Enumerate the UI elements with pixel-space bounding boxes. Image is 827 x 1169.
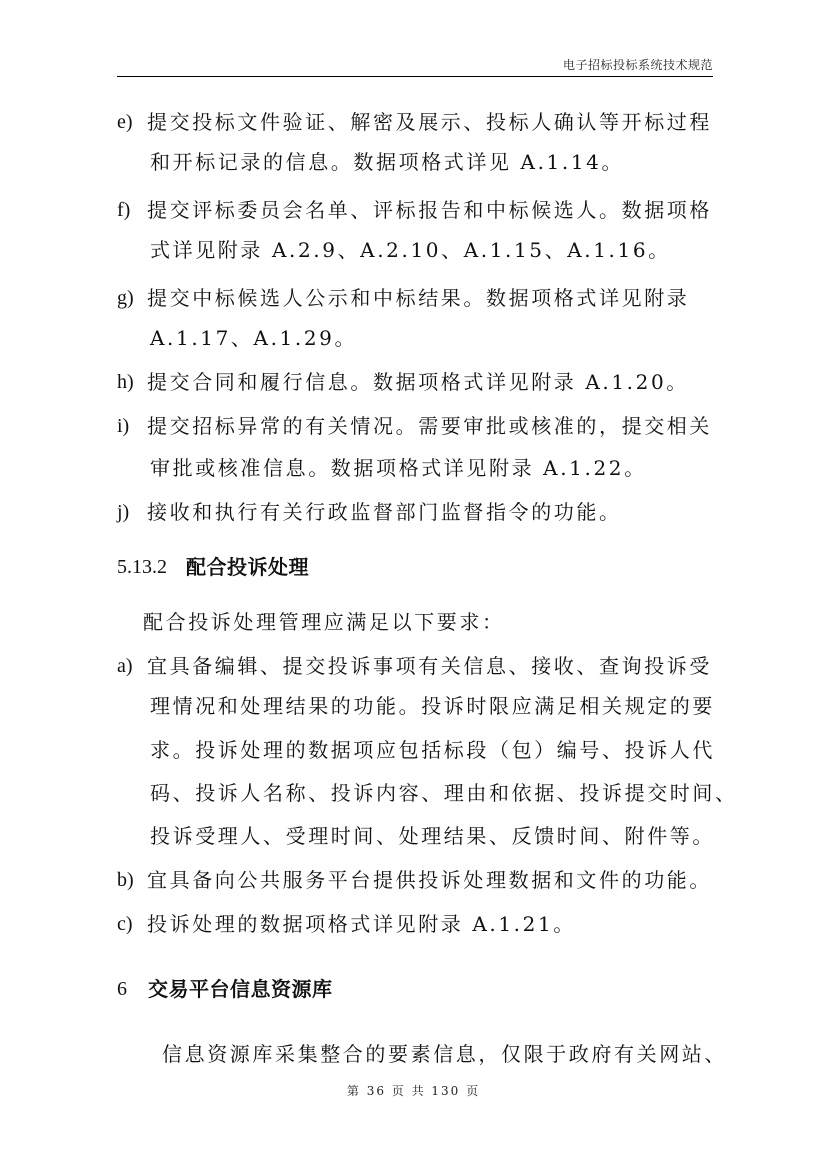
item-a-line-4: 码、投诉人名称、投诉内容、理由和依据、投诉提交时间、	[150, 781, 738, 805]
item-c-line-1: 投诉处理的数据项格式详见附录 A.1.21。	[147, 912, 576, 936]
item-a-line-2: 理情况和处理结果的功能。投诉时限应满足相关规定的要	[150, 694, 715, 718]
section-number-6: 6	[117, 978, 127, 1000]
list-marker-j: j)	[117, 501, 130, 523]
section-intro: 配合投诉处理管理应满足以下要求：	[143, 610, 505, 634]
list-marker-a: a)	[117, 655, 133, 677]
item-h-line-1: 提交合同和履行信息。数据项格式详见附录 A.1.20。	[147, 370, 689, 394]
list-marker-e: e)	[117, 111, 133, 133]
section-6-paragraph: 信息资源库采集整合的要素信息，仅限于政府有关网站、	[162, 1042, 727, 1066]
running-header: 电子招标投标系统技术规范	[562, 58, 713, 72]
item-g-line-1: 提交中标候选人公示和中标结果。数据项格式详见附录	[147, 286, 690, 310]
list-marker-h: h)	[117, 371, 134, 393]
list-marker-i: i)	[117, 415, 130, 437]
item-a-line-1: 宜具备编辑、提交投诉事项有关信息、接收、查询投诉受	[147, 654, 712, 678]
page-number-footer: 第 36 页 共 130 页	[346, 1084, 481, 1098]
item-f-line-1: 提交评标委员会名单、评标报告和中标候选人。数据项格	[147, 198, 712, 222]
item-a-line-5: 投诉受理人、受理时间、处理结果、反馈时间、附件等。	[150, 824, 715, 848]
item-b-line-1: 宜具备向公共服务平台提供投诉处理数据和文件的功能。	[147, 868, 712, 892]
list-marker-c: c)	[117, 913, 133, 935]
section-number-5-13-2: 5.13.2	[117, 556, 167, 578]
item-a-line-3: 求。投诉处理的数据项应包括标段（包）编号、投诉人代	[150, 738, 715, 762]
item-i-line-1: 提交招标异常的有关情况。需要审批或核准的，提交相关	[147, 414, 712, 438]
item-j-line-1: 接收和执行有关行政监督部门监督指令的功能。	[147, 500, 622, 524]
item-f-line-2: 式详见附录 A.2.9、A.2.10、A.1.15、A.1.16。	[150, 238, 671, 262]
section-title-5-13-2: 配合投诉处理	[186, 555, 309, 579]
item-g-line-2: A.1.17、A.1.29。	[150, 326, 358, 350]
list-marker-f: f)	[117, 199, 131, 221]
item-e-line-1: 提交投标文件验证、解密及展示、投标人确认等开标过程	[147, 110, 712, 134]
item-e-line-2: 和开标记录的信息。数据项格式详见 A.1.14。	[150, 150, 625, 174]
section-title-6: 交易平台信息资源库	[148, 977, 333, 1001]
list-marker-g: g)	[117, 287, 134, 309]
item-i-line-2: 审批或核准信息。数据项格式详见附录 A.1.22。	[150, 456, 647, 480]
list-marker-b: b)	[117, 869, 134, 891]
header-rule	[117, 76, 713, 77]
